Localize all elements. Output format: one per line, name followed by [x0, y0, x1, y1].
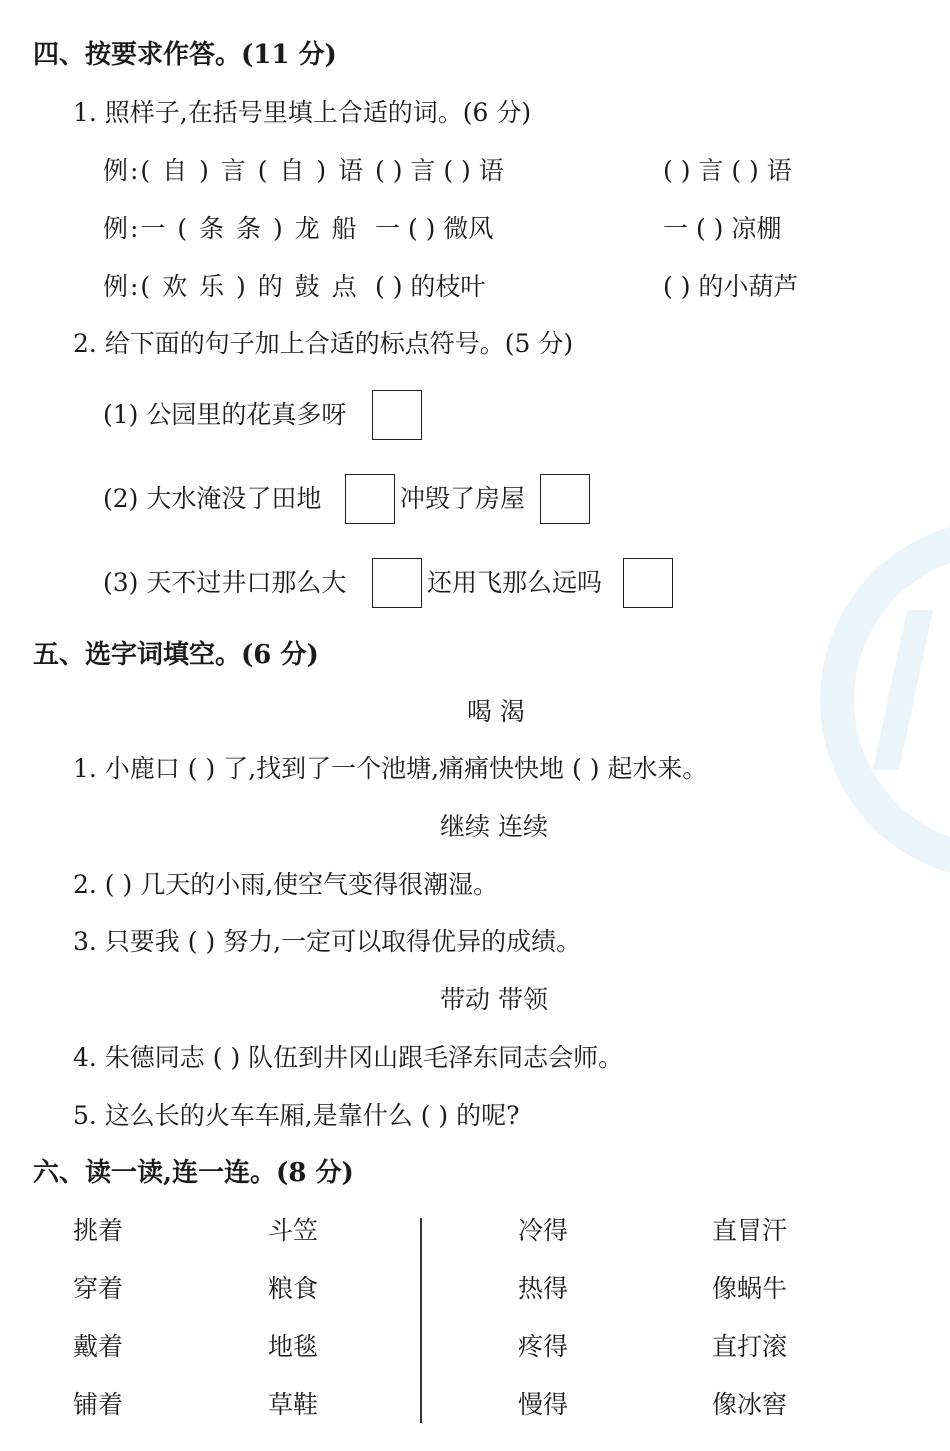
choice-group-3: 带动 带领: [440, 985, 548, 1014]
q1-prompt: 1. 照样子,在括号里填上合适的词。(6 分): [73, 98, 532, 127]
section4-title: 四、按要求作答。(11 分): [33, 40, 337, 70]
punctuation-box-4[interactable]: [372, 558, 422, 608]
match-left-noun[interactable]: 地毯: [268, 1332, 319, 1361]
match-left-verb[interactable]: 穿着: [73, 1274, 124, 1303]
s5-q2: 2. ( ) 几天的小雨,使空气变得很潮湿。: [73, 870, 499, 899]
q1-row1-blank-a: ( ) 言 ( ) 语: [375, 156, 504, 185]
section6-title: 六、读一读,连一连。(8 分): [33, 1158, 354, 1188]
match-left-noun[interactable]: 斗笠: [268, 1216, 319, 1245]
punctuation-box-2[interactable]: [345, 474, 395, 524]
match-right-phrase[interactable]: 像蜗牛: [712, 1274, 788, 1303]
choice-group-2: 继续 连续: [440, 812, 548, 841]
match-left-verb[interactable]: 挑着: [73, 1216, 124, 1245]
s5-q4: 4. 朱德同志 ( ) 队伍到井冈山跟毛泽东同志会师。: [73, 1043, 624, 1072]
punctuation-box-5[interactable]: [623, 558, 673, 608]
q2-sentence2b: 冲毁了房屋: [400, 484, 526, 513]
match-right-word[interactable]: 疼得: [518, 1332, 569, 1361]
q2-sentence2a: (2) 大水淹没了田地: [103, 484, 322, 513]
match-right-word[interactable]: 热得: [518, 1274, 569, 1303]
match-left-noun[interactable]: 粮食: [268, 1274, 319, 1303]
choice-group-1: 喝 渴: [467, 697, 525, 726]
match-left-verb[interactable]: 铺着: [73, 1390, 124, 1419]
match-right-phrase[interactable]: 像冰窖: [712, 1390, 788, 1419]
punctuation-box-1[interactable]: [372, 390, 422, 440]
q1-row2-example: 例:一 ( 条 条 ) 龙 船: [103, 214, 359, 243]
q2-sentence1: (1) 公园里的花真多呀: [103, 400, 347, 429]
punctuation-box-3[interactable]: [540, 474, 590, 524]
q1-row3-example: 例:( 欢 乐 ) 的 鼓 点: [103, 272, 359, 301]
q2-prompt: 2. 给下面的句子加上合适的标点符号。(5 分): [73, 329, 574, 358]
q2-sentence3b: 还用飞那么远吗: [427, 568, 603, 597]
section5-title: 五、选字词填空。(6 分): [33, 640, 319, 670]
s5-q1: 1. 小鹿口 ( ) 了,找到了一个池塘,痛痛快快地 ( ) 起水来。: [73, 754, 708, 783]
q1-row2-blank-b: 一 ( ) 凉棚: [663, 214, 782, 243]
match-right-phrase[interactable]: 直打滚: [712, 1332, 788, 1361]
q1-row3-blank-b: ( ) 的小葫芦: [663, 272, 799, 301]
q1-row1-example: 例:( 自 ) 言 ( 自 ) 语: [103, 156, 366, 185]
match-left-noun[interactable]: 草鞋: [268, 1390, 319, 1419]
q1-row3-blank-a: ( ) 的枝叶: [375, 272, 486, 301]
match-right-phrase[interactable]: 直冒汗: [712, 1216, 788, 1245]
match-left-verb[interactable]: 戴着: [73, 1332, 124, 1361]
match-right-word[interactable]: 慢得: [518, 1390, 569, 1419]
s5-q3: 3. 只要我 ( ) 努力,一定可以取得优异的成绩。: [73, 927, 582, 956]
q1-row2-blank-a: 一 ( ) 微风: [375, 214, 494, 243]
column-divider: [420, 1218, 422, 1423]
q2-sentence3a: (3) 天不过井口那么大: [103, 568, 347, 597]
s5-q5: 5. 这么长的火车车厢,是靠什么 ( ) 的呢?: [73, 1101, 520, 1130]
q1-row1-blank-b: ( ) 言 ( ) 语: [663, 156, 792, 185]
match-right-word[interactable]: 冷得: [518, 1216, 569, 1245]
